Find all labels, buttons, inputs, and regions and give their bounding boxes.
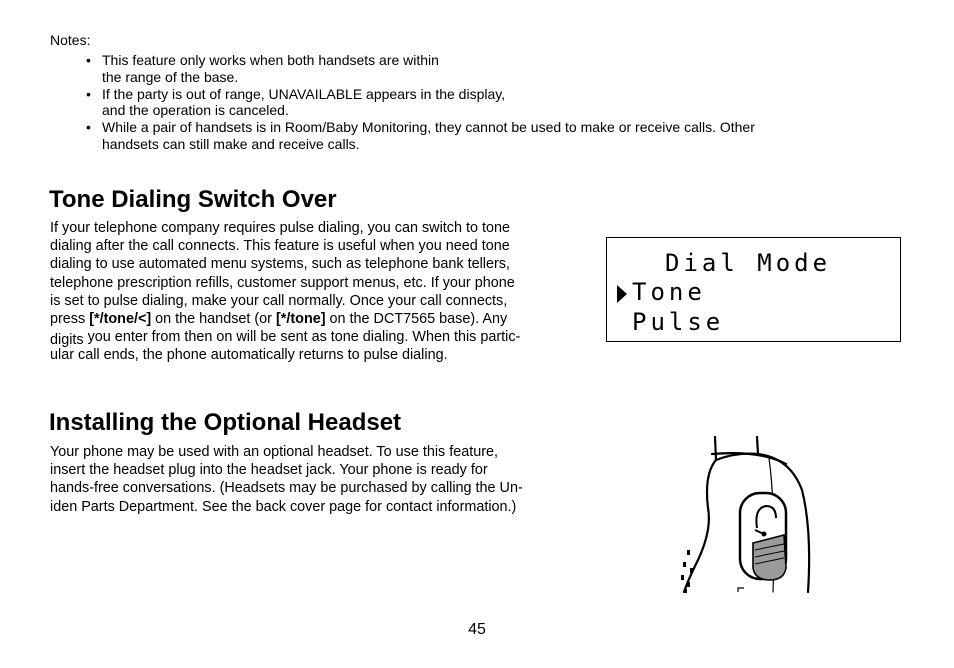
body-text: press bbox=[50, 311, 90, 328]
body-line: hands-free conversations. (Headsets may be purchased by calling the Un- bbox=[50, 480, 523, 497]
tone-dialing-body bbox=[50, 219, 520, 365]
note-item bbox=[86, 52, 886, 85]
note-line: and the operation is canceled. bbox=[102, 102, 289, 118]
note-line: • While a pair of handsets is in Room/Baby Monitoring, they cannot be used to make or receive calls. Other bbox=[102, 119, 755, 135]
body-line: ular call ends, the phone automatically returns to pulse dialing. bbox=[50, 347, 448, 364]
note-line: • If the party is out of range, UNAVAILABLE appears in the display, bbox=[102, 85, 506, 102]
note-item bbox=[86, 119, 886, 152]
body-line: dialing to use automated menu systems, such as telephone bank tellers, bbox=[50, 256, 510, 273]
page-number: 45 bbox=[468, 621, 486, 638]
key-label: [*/tone/<] bbox=[89, 311, 152, 328]
body-line bbox=[50, 310, 520, 328]
tone-dialing-heading: Tone Dialing Switch Over bbox=[49, 186, 337, 213]
body-line: telephone prescription refills, customer support menus, etc. If your phone bbox=[50, 274, 515, 291]
notes-label: Notes: bbox=[50, 32, 91, 48]
body-line: iden Parts Department. See the back cover page for contact information.) bbox=[50, 498, 517, 515]
note-item bbox=[86, 86, 886, 119]
body-line: dialing after the call connects. This feature is useful when you need tone bbox=[50, 238, 510, 255]
body-line bbox=[50, 328, 521, 349]
notes-list bbox=[86, 52, 886, 153]
body-text: on the DCT7565 base). Any bbox=[325, 311, 508, 328]
headset-heading: Installing the Optional Headset bbox=[49, 409, 402, 436]
lcd-display bbox=[606, 237, 901, 342]
body-text: you enter from then on will be sent as tone dialing. When this partic- bbox=[87, 329, 521, 346]
key-label: [*/tone] bbox=[275, 311, 326, 328]
body-line: is set to pulse dialing, make your call normally. Once your call connects, bbox=[50, 292, 508, 309]
note-line: the range of the base. bbox=[102, 68, 239, 85]
lcd-line-pulse: Pulse bbox=[632, 308, 725, 336]
body-text: digits bbox=[50, 332, 84, 349]
note-line: handsets can still make and receive calls. bbox=[102, 135, 360, 152]
handset-headset-jack-icon bbox=[660, 430, 830, 596]
body-line: If your telephone company requires pulse dialing, you can switch to tone bbox=[50, 220, 510, 236]
lcd-line-dial-mode: Dial Mode bbox=[665, 249, 832, 277]
note-line: • This feature only works when both handsets are within bbox=[102, 52, 439, 68]
lcd-line-tone: Tone bbox=[632, 278, 706, 306]
right-pointer-icon bbox=[615, 283, 629, 305]
body-line: Your phone may be used with an optional headset. To use this feature, bbox=[50, 444, 499, 460]
body-text: on the handset (or bbox=[151, 311, 276, 328]
headset-body bbox=[50, 443, 523, 516]
body-line: insert the headset plug into the headset jack. Your phone is ready for bbox=[50, 462, 488, 479]
